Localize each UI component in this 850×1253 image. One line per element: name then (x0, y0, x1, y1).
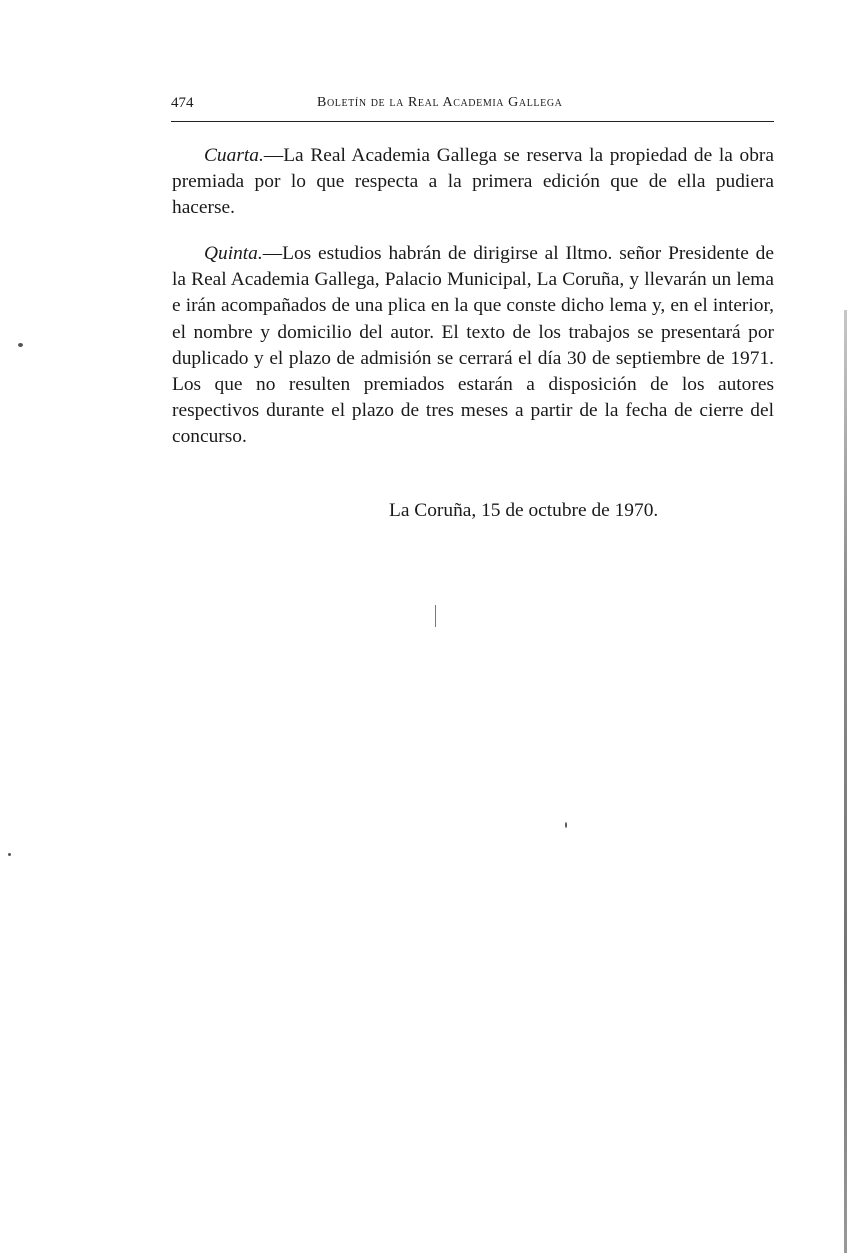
paragraph-dash: — (262, 243, 283, 265)
paragraph-lead: Quinta. (204, 243, 263, 265)
header-rule (171, 121, 774, 122)
binding-edge (844, 310, 847, 1253)
body-text (172, 143, 774, 450)
scan-speck (18, 343, 23, 347)
running-title: Boletín de la Real Academia Gallega (317, 95, 563, 110)
paragraph-text: La Real Academia Gallega se reserva la propiedad de la obra premiada por lo que respecta a la primera edición que de ella pudiera hacerse. (172, 145, 774, 219)
page-header (171, 93, 774, 119)
scan-speck (435, 605, 436, 627)
paragraph-dash: — (263, 145, 284, 166)
paragraph-lead: Cuarta. (204, 145, 264, 166)
scan-speck (565, 822, 567, 828)
paragraph-cuarta (172, 143, 774, 221)
paragraph-text: Los estudios habrán de dirigirse al Iltmo. señor Presidente de la Real Academia Gallega, Palacio Municipal, La Coruña, y llevarán un lema e irán acompañados de una plica en la que conste dicho lema y, en el interior, el nombre y domicilio del autor. El texto de los trabajos se presentará por duplicado y el plazo de admisión se cerrará el día 30 de septiembre de 1971. Los que no resulten premiados estarán a disposición de los autores respectivos durante el plazo de tres meses a partir de la fecha de cierre del concurso. (172, 243, 774, 447)
paragraph-quinta (172, 241, 774, 450)
scan-speck (8, 853, 11, 856)
place-date-signoff: La Coruña, 15 de octubre de 1970. (389, 500, 659, 521)
page-number: 474 (171, 95, 194, 111)
